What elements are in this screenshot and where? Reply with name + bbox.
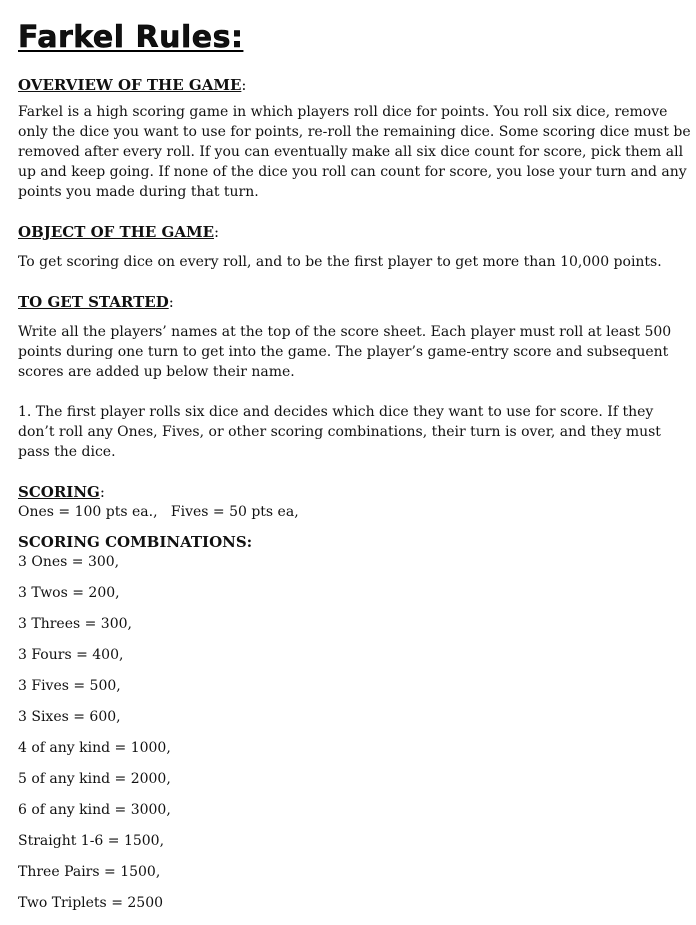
started-heading-text: TO GET STARTED xyxy=(18,293,169,311)
combination-item: Three Pairs = 1500, xyxy=(18,864,161,880)
object-paragraph: To get scoring dice on every roll, and to be the first player to get more than 10,000 points. xyxy=(18,254,662,270)
combination-item: 3 Ones = 300, xyxy=(18,554,120,570)
document-page xyxy=(18,18,692,913)
combinations-list xyxy=(18,552,692,913)
combination-item: 6 of any kind = 3000, xyxy=(18,802,171,818)
combination-item: Two Triplets = 2500 xyxy=(18,895,164,911)
overview-heading-colon: : xyxy=(241,76,247,94)
object-heading-colon: : xyxy=(214,223,220,241)
scoring-text: Ones = 100 pts ea., Fives = 50 pts ea, xyxy=(18,504,299,520)
overview-heading-text: OVERVIEW OF THE GAME xyxy=(18,76,242,94)
combination-item: Straight 1-6 = 1500, xyxy=(18,833,165,849)
combination-item: 5 of any kind = 2000, xyxy=(18,771,171,787)
overview-heading xyxy=(18,75,692,95)
scoring-heading xyxy=(18,482,692,502)
combination-item: 3 Threes = 300, xyxy=(18,616,132,632)
page-title: Farkel Rules: xyxy=(18,20,244,55)
combinations-heading: SCORING COMBINATIONS: xyxy=(18,533,253,551)
combination-item: 3 Fours = 400, xyxy=(18,647,124,663)
combination-item: 3 Twos = 200, xyxy=(18,585,120,601)
started-heading-colon: : xyxy=(168,293,174,311)
combination-item: 3 Sixes = 600, xyxy=(18,709,121,725)
object-heading xyxy=(18,222,692,242)
overview-paragraph: Farkel is a high scoring game in which players roll dice for points. You roll six dice, remove only the dice you want to use for points, re-roll the remaining dice. Some scoring dice must be removed after every roll. If you can eventually make all six dice count for score, pick them all up and keep going. If none of the dice you roll can count for score, you lose your turn and any points you made during that turn. xyxy=(18,104,691,200)
step-one-paragraph: 1. The first player rolls six dice and decides which dice they want to use for score. If they don’t roll any Ones, Fives, or other scoring combinations, their turn is over, and they must pass the dice. xyxy=(18,404,661,460)
scoring-heading-text: SCORING xyxy=(18,483,100,501)
combination-item: 4 of any kind = 1000, xyxy=(18,740,171,756)
combination-item: 3 Fives = 500, xyxy=(18,678,121,694)
scoring-heading-colon: : xyxy=(99,483,105,501)
started-paragraph: Write all the players’ names at the top of the score sheet. Each player must roll at least 500 points during one turn to get into the game. The player’s game-entry score and subsequent scores are added up below their name. xyxy=(18,324,672,380)
object-heading-text: OBJECT OF THE GAME xyxy=(18,223,215,241)
started-heading xyxy=(18,292,692,312)
